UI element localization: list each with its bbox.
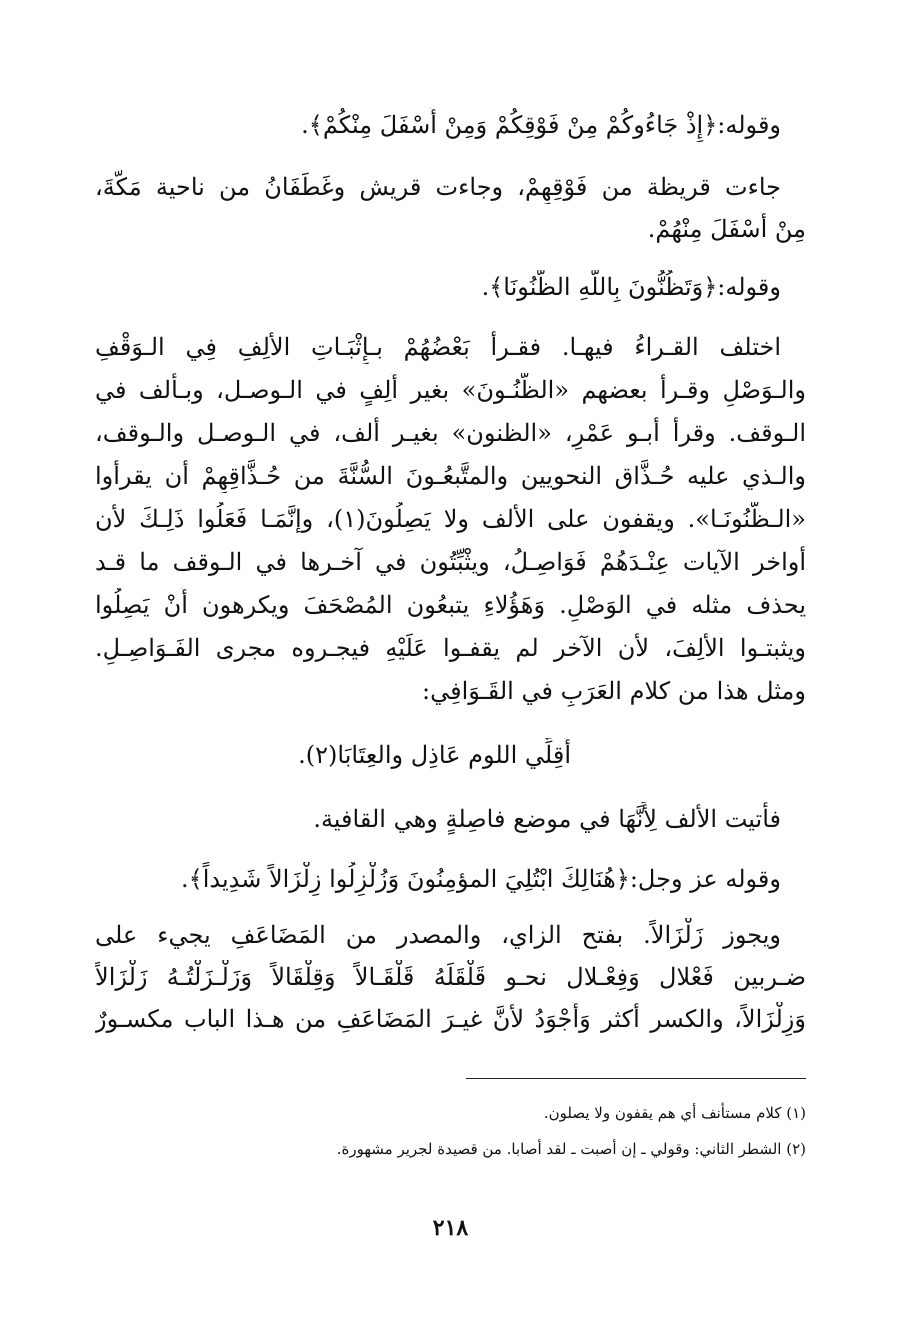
text-line-5: اختلف القـراءُ فيهـا. فقـرأ بَعْضُهُمْ بـإِثْبَـاتِ الألِفِ فِي الـوَقْفِ: [95, 333, 781, 361]
text-line-13: ومثل هذا من كلام العَرَبِ في القَـوَافِي:: [422, 677, 806, 705]
text-line-15: فأتيت الألف لِأَنَّهَا في موضع فاصِلةٍ وهي القافية.: [313, 805, 781, 833]
text-line-7: الـوقف. وقرأ أبـو عَمْرٍ، «الظنون» بغيـر ألف، في الـوصـل والـوقف،: [95, 419, 806, 447]
text-line-1: وقوله:﴿إِذْ جَاءُوكُمْ مِنْ فَوْقِكُمْ وَمِنْ أَسْفَلَ مِنْكُمْ﴾.: [301, 111, 781, 139]
text-line-17: ويجوز زَلْزَالاً. بفتح الزاي، والمصدر من المَضَاعَفِ يجيء على: [95, 921, 781, 949]
footnote-divider: [466, 1078, 806, 1079]
text-line-8: والـذي عليه حُـذَّاق النحويين والمتَّبعُـونَ السُّنَّةَ من حُـذَّاقِهِمْ أن يقرأوا: [95, 462, 806, 490]
page-number: ٢١٨: [432, 1215, 469, 1241]
text-line-19: وَزِلْزَالاً، والكسر أكثر وَأَجْوَدُ لأنَّ غيـرَ المَضَاعَفِ من هـذا الباب مكسـورٌ: [95, 1005, 806, 1033]
footnote-1: (١) كلام مستأنف أي هم يقفون ولا يصلون.: [543, 1104, 806, 1122]
verse-line: أَقِلِّي اللوم عَاذِل والعِتَابَا(٢).: [298, 741, 571, 769]
text-line-18: ضـربين فَعْلال وَفِعْـلال نحـو قَلْقَلَهُ قَلْقَـالاً وَقِلْقَالاً وَزَلْـزَلْتُـهُ زَلْزَالاً: [95, 963, 806, 991]
text-line-3: مِنْ أَسْفَلَ مِنْهُمْ.: [647, 215, 806, 243]
text-line-16: وقوله عز وجل:﴿هُنَالِكَ ابْتُلِيَ المؤمِنُونَ وَزُلْزِلُوا زِلْزَالاً شَدِيداً﴾.: [181, 865, 781, 893]
text-line-6: والـوَصْلِ وقـرأ بعضهم «الظُّنُـونَ» بغير أَلِفٍ في الـوصـل، وبـألف في: [95, 376, 806, 404]
text-line-2: جاءت قريظة من فَوْقِهِمْ، وجاءت قريش وغَطَفَانُ من ناحية مَكَّةَ،: [95, 173, 781, 201]
text-line-12: ويثبتـوا الألِفَ، لأن الآخر لم يقفـوا عَلَيْهِ فيجـروه مجرى الفَـوَاصِـلِ.: [95, 634, 806, 662]
text-line-4: وقوله:﴿وَتَظُنُّونَ بِاللَّهِ الظُّنُونَا﴾.: [481, 273, 781, 301]
text-line-11: يحذف مثله في الوَصْلِ. وَهَؤُلاءِ يتبعُون المُصْحَفَ ويكرهون أَنْ يَصِلُوا: [95, 591, 806, 619]
text-line-9: «الـظُّنُونَـا». ويقفون على الألف ولا يَصِلُونَ(١)، وإنَّمَـا فَعَلُوا ذَلِـكَ لأن: [95, 505, 806, 533]
text-line-10: أواخر الآيات عِنْـدَهُمْ فَوَاصِـلُ، ويثْبِّتُون في آخـرها في الـوقف ما قـد: [95, 548, 806, 576]
footnote-2: (٢) الشطر الثاني: وقولي ـ إن أصبت ـ لقد أصابا. من قصيدة لجرير مشهورة.: [336, 1140, 806, 1158]
